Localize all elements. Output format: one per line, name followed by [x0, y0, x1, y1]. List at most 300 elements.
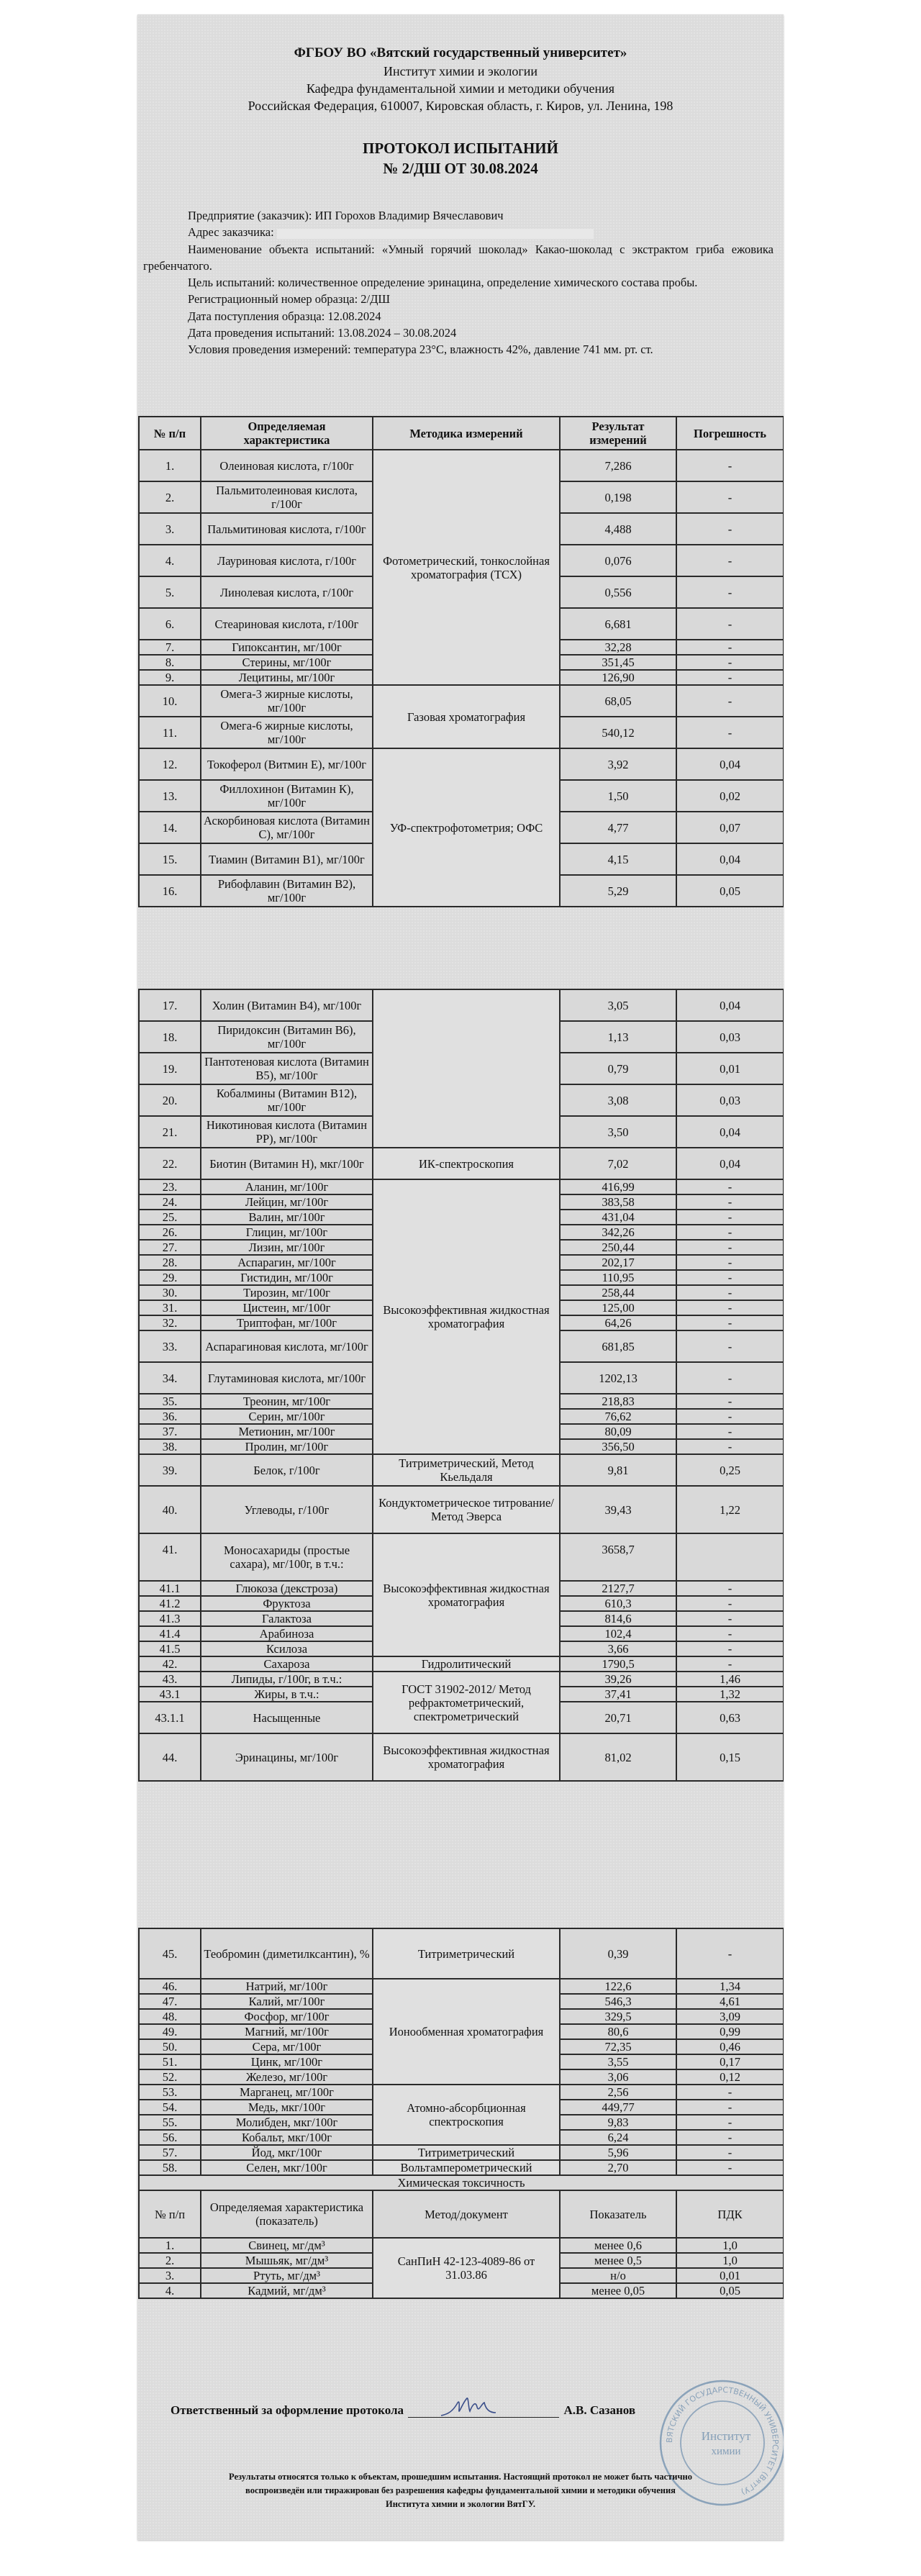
row-num: 24. [139, 1194, 201, 1210]
row-error: - [676, 2160, 784, 2175]
row-characteristic: Ксилоза [201, 1641, 373, 1656]
row-result: 356,50 [560, 1439, 676, 1454]
row-num: 9. [139, 670, 201, 685]
row-characteristic: Стеариновая кислота, г/100г [201, 608, 373, 640]
row-error: - [676, 685, 784, 717]
row-result: 64,26 [560, 1315, 676, 1330]
table-row [139, 1928, 784, 1979]
svg-text:ВЯТСКИЙ ГОСУДАРСТВЕННЫЙ УНИВЕР: ВЯТСКИЙ ГОСУДАРСТВЕННЫЙ УНИВЕРСИТЕТ (ВятГУ) [664, 2385, 781, 2497]
row-result: 2,56 [560, 2085, 676, 2100]
method-cell: Высокоэффективная жидкостная хроматография [373, 1533, 560, 1656]
method-cell: ИК-спектроскопия [373, 1148, 560, 1179]
row-result: 80,09 [560, 1424, 676, 1439]
row-num: 56. [139, 2130, 201, 2145]
row-error: - [676, 1330, 784, 1362]
customer-address-label: Адрес заказчика: [188, 225, 274, 240]
organization-address: Российская Федерация, 610007, Кировская область, г. Киров, ул. Ленина, 198 [248, 99, 673, 113]
row-characteristic: Лизин, мг/100г [201, 1240, 373, 1255]
method-cell: Титриметрический, Метод Кьельдаля [373, 1454, 560, 1486]
row-characteristic: Кобальт, мкг/100г [201, 2130, 373, 2145]
row-characteristic: Цистеин, мг/100г [201, 1300, 373, 1315]
toxicity-section-row [139, 2175, 784, 2190]
row-error: - [676, 545, 784, 576]
row-result: 1202,13 [560, 1362, 676, 1394]
row-num: 12. [139, 748, 201, 780]
row-characteristic: Глицин, мг/100г [201, 1225, 373, 1240]
row-error: - [676, 640, 784, 655]
row-result: 3658,7 [560, 1533, 676, 1581]
method-cell: Газовая хроматография [373, 685, 560, 748]
results-table-part-3 [138, 1928, 784, 2299]
row-num: 11. [139, 717, 201, 748]
row-num: 25. [139, 1210, 201, 1225]
row-result: 1,50 [560, 780, 676, 812]
method-cell: Фотометрический, тонкослойная хроматография (ТСХ) [373, 450, 560, 685]
row-num: 39. [139, 1454, 201, 1486]
tox-header-mac: ПДК [676, 2190, 784, 2238]
table-row [139, 450, 784, 481]
row-characteristic: Пальмитиновая кислота, г/100г [201, 513, 373, 545]
row-error: 3,09 [676, 2009, 784, 2024]
row-error: 0,03 [676, 1021, 784, 1053]
toxicity-row [139, 2238, 784, 2253]
signature-label: Ответственный за оформление протокола [171, 2403, 404, 2417]
row-result: 610,3 [560, 1596, 676, 1611]
row-characteristic: Калий, мг/100г [201, 1994, 373, 2009]
row-num: 41.4 [139, 1626, 201, 1641]
row-result: 76,62 [560, 1409, 676, 1424]
row-num: 35. [139, 1394, 201, 1409]
row-result: 0,198 [560, 481, 676, 513]
tox-header-method: Метод/документ [373, 2190, 560, 2238]
row-error: 0,04 [676, 1148, 784, 1179]
header-result: Результат измерений [560, 417, 676, 450]
row-error: 0,99 [676, 2024, 784, 2039]
footer-line-1: Результаты относятся только к объектам, прошедшим испытания. Настоящий протокол не может быть частично [228, 2472, 693, 2482]
protocol-page [137, 14, 784, 2540]
signature-line [408, 2404, 559, 2418]
row-characteristic: Олеиновая кислота, г/100г [201, 450, 373, 481]
tox-mac: 0,01 [676, 2268, 784, 2283]
row-characteristic: Тиамин (Витамин B1), мг/100г [201, 843, 373, 875]
row-result: 37,41 [560, 1687, 676, 1702]
row-characteristic: Фосфор, мг/100г [201, 2009, 373, 2024]
row-num: 17. [139, 989, 201, 1021]
tox-header-characteristic: Определяемая характеристика (показатель) [201, 2190, 373, 2238]
tox-header-value: Показатель [560, 2190, 676, 2238]
row-num: 15. [139, 843, 201, 875]
row-num: 30. [139, 1285, 201, 1300]
row-characteristic: Лецитины, мг/100г [201, 670, 373, 685]
row-characteristic: Аспарагиновая кислота, мг/100г [201, 1330, 373, 1362]
svg-text:Институт: Институт [701, 2429, 751, 2443]
row-num: 33. [139, 1330, 201, 1362]
table-row [139, 1179, 784, 1194]
row-result: 5,29 [560, 875, 676, 907]
row-error: - [676, 717, 784, 748]
row-characteristic: Филлохинон (Витамин К), мг/100г [201, 780, 373, 812]
row-result: 81,02 [560, 1733, 676, 1781]
tox-characteristic: Ртуть, мг/дм³ [201, 2268, 373, 2283]
received-date: Дата поступления образца: 12.08.2024 [188, 309, 381, 323]
table-row [139, 1656, 784, 1672]
row-characteristic: Рибофлавин (Витамин B2), мг/100г [201, 875, 373, 907]
row-num: 20. [139, 1084, 201, 1116]
tox-mac: 0,05 [676, 2283, 784, 2298]
row-error: 1,22 [676, 1486, 784, 1533]
row-result: 80,6 [560, 2024, 676, 2039]
row-characteristic: Пальмитолеиновая кислота, г/100г [201, 481, 373, 513]
row-characteristic: Сахароза [201, 1656, 373, 1672]
row-result: 7,286 [560, 450, 676, 481]
row-error [676, 1533, 784, 1581]
row-error: 4,61 [676, 1994, 784, 2009]
row-result: 6,681 [560, 608, 676, 640]
row-result: 6,24 [560, 2130, 676, 2145]
method-cell: Гидролитический [373, 1656, 560, 1672]
row-num: 23. [139, 1179, 201, 1194]
row-num: 27. [139, 1240, 201, 1255]
row-error: - [676, 1424, 784, 1439]
row-result: 125,00 [560, 1300, 676, 1315]
row-num: 21. [139, 1116, 201, 1148]
row-characteristic: Кобалмины (Витамин B12), мг/100г [201, 1084, 373, 1116]
row-characteristic: Аспарагин, мг/100г [201, 1255, 373, 1270]
tox-characteristic: Кадмий, мг/дм³ [201, 2283, 373, 2298]
row-error: - [676, 1362, 784, 1394]
table-row [139, 685, 784, 717]
row-characteristic: Гипоксантин, мг/100г [201, 640, 373, 655]
row-characteristic: Тирозин, мг/100г [201, 1285, 373, 1300]
row-num: 13. [139, 780, 201, 812]
row-error: - [676, 2130, 784, 2145]
tox-value: менее 0,05 [560, 2283, 676, 2298]
row-result: 110,95 [560, 1270, 676, 1285]
measurement-conditions: Условия проведения измерений: температура 23°С, влажность 42%, давление 741 мм. рт. ст. [188, 343, 653, 357]
row-result: 218,83 [560, 1394, 676, 1409]
document-title: ПРОТОКОЛ ИСПЫТАНИЙ [363, 140, 558, 157]
method-cell: ГОСТ 31902-2012/ Метод рефрактометрический, спектрометрический [373, 1672, 560, 1733]
row-num: 41.3 [139, 1611, 201, 1626]
tox-value: н/о [560, 2268, 676, 2283]
method-cell: Титриметрический [373, 1928, 560, 1979]
method-cell: УФ-спектрофотометрия; ОФС [373, 748, 560, 907]
registration-number: Регистрационный номер образца: 2/ДШ [188, 292, 391, 307]
row-error: 0,03 [676, 1084, 784, 1116]
table-row [139, 2160, 784, 2175]
row-num: 28. [139, 1255, 201, 1270]
row-num: 44. [139, 1733, 201, 1781]
row-characteristic: Никотиновая кислота (Витамин PP), мг/100г [201, 1116, 373, 1148]
row-num: 51. [139, 2054, 201, 2069]
row-characteristic: Липиды, г/100г, в т.ч.: [201, 1672, 373, 1687]
signatory-name: А.В. Сазанов [563, 2403, 636, 2417]
method-cell: Высокоэффективная жидкостная хроматография [373, 1179, 560, 1454]
row-num: 43. [139, 1672, 201, 1687]
row-num: 7. [139, 640, 201, 655]
row-result: 202,17 [560, 1255, 676, 1270]
institute-name: Институт химии и экологии [384, 64, 537, 78]
row-error: - [676, 1928, 784, 1979]
row-characteristic: Селен, мкг/100г [201, 2160, 373, 2175]
row-result: 0,076 [560, 545, 676, 576]
row-characteristic: Глюкоза (декстроза) [201, 1581, 373, 1596]
handwritten-signature-icon [438, 2394, 503, 2420]
row-num: 53. [139, 2085, 201, 2100]
row-error: 0,04 [676, 748, 784, 780]
row-characteristic: Марганец, мг/100г [201, 2085, 373, 2100]
row-num: 29. [139, 1270, 201, 1285]
row-characteristic: Аскорбиновая кислота (Витамин С), мг/100г [201, 812, 373, 843]
row-error: - [676, 1626, 784, 1641]
row-error: 1,32 [676, 1687, 784, 1702]
table-row [139, 1733, 784, 1781]
row-characteristic: Токоферол (Витмин Е), мг/100г [201, 748, 373, 780]
row-num: 40. [139, 1486, 201, 1533]
row-characteristic: Лейцин, мг/100г [201, 1194, 373, 1210]
row-num: 8. [139, 655, 201, 670]
row-num: 18. [139, 1021, 201, 1053]
row-num: 19. [139, 1053, 201, 1084]
row-num: 3. [139, 513, 201, 545]
tox-num: 1. [139, 2238, 201, 2253]
row-error: - [676, 481, 784, 513]
row-num: 4. [139, 545, 201, 576]
row-characteristic: Гистидин, мг/100г [201, 1270, 373, 1285]
row-num: 58. [139, 2160, 201, 2175]
row-characteristic: Метионин, мг/100г [201, 1424, 373, 1439]
row-num: 26. [139, 1225, 201, 1240]
method-cell: Ионообменная хроматография [373, 1979, 560, 2085]
organization-name: ФГБОУ ВО «Вятский государственный университет» [294, 45, 627, 60]
row-result: 2,70 [560, 2160, 676, 2175]
row-result: 3,08 [560, 1084, 676, 1116]
footer-disclaimer [137, 2470, 784, 2511]
tox-value: менее 0,6 [560, 2238, 676, 2253]
row-error: 0,46 [676, 2039, 784, 2054]
row-error: - [676, 608, 784, 640]
row-error: - [676, 1285, 784, 1300]
row-num: 46. [139, 1979, 201, 1994]
row-characteristic: Омега-6 жирные кислоты, мг/100г [201, 717, 373, 748]
row-error: - [676, 1210, 784, 1225]
row-characteristic: Серин, мг/100г [201, 1409, 373, 1424]
row-error: 1,46 [676, 1672, 784, 1687]
row-characteristic: Пролин, мг/100г [201, 1439, 373, 1454]
row-num: 10. [139, 685, 201, 717]
row-error: - [676, 576, 784, 608]
row-num: 31. [139, 1300, 201, 1315]
row-error: - [676, 1656, 784, 1672]
row-error: - [676, 1194, 784, 1210]
row-characteristic: Эринацины, мг/100г [201, 1733, 373, 1781]
row-characteristic: Галактоза [201, 1611, 373, 1626]
tox-method-cell: СанПиН 42-123-4089-86 от 31.03.86 [373, 2238, 560, 2298]
row-num: 22. [139, 1148, 201, 1179]
row-result: 351,45 [560, 655, 676, 670]
row-characteristic: Холин (Витамин B4), мг/100г [201, 989, 373, 1021]
method-cell: Атомно-абсорбционная спектроскопия [373, 2085, 560, 2145]
method-cell: Кондуктометрическое титрование/Метод Эверса [373, 1486, 560, 1533]
tox-num: 2. [139, 2253, 201, 2268]
customer-address [143, 224, 773, 240]
row-characteristic: Насыщенные [201, 1702, 373, 1733]
row-result: 258,44 [560, 1285, 676, 1300]
row-num: 1. [139, 450, 201, 481]
row-result: 20,71 [560, 1702, 676, 1733]
row-num: 55. [139, 2115, 201, 2130]
row-result: 416,99 [560, 1179, 676, 1194]
row-error: - [676, 655, 784, 670]
row-error: - [676, 1179, 784, 1194]
table-row [139, 1979, 784, 1994]
row-characteristic: Медь, мкг/100г [201, 2100, 373, 2115]
footer-line-3: Института химии и экологии ВятГУ. [386, 2499, 535, 2509]
test-dates: Дата проведения испытаний: 13.08.2024 – 30.08.2024 [188, 326, 457, 340]
row-result: 5,96 [560, 2145, 676, 2160]
row-characteristic: Молибден, мкг/100г [201, 2115, 373, 2130]
row-error: - [676, 2145, 784, 2160]
row-error: - [676, 1240, 784, 1255]
row-characteristic: Треонин, мг/100г [201, 1394, 373, 1409]
department-name: Кафедра фундаментальной химии и методики обучения [306, 81, 615, 96]
row-result: 3,66 [560, 1641, 676, 1656]
document-number: № 2/ДШ ОТ 30.08.2024 [383, 160, 538, 177]
row-characteristic: Пиридоксин (Витамин B6), мг/100г [201, 1021, 373, 1053]
row-num: 45. [139, 1928, 201, 1979]
table-header-row [139, 417, 784, 450]
row-result: 540,12 [560, 717, 676, 748]
table-row [139, 989, 784, 1021]
row-result: 0,556 [560, 576, 676, 608]
row-num: 47. [139, 1994, 201, 2009]
customer: Предприятие (заказчик): ИП Горохов Владимир Вячеславович [188, 209, 504, 222]
row-result: 3,06 [560, 2069, 676, 2085]
row-num: 36. [139, 1409, 201, 1424]
row-error: - [676, 670, 784, 685]
tox-mac: 1,0 [676, 2238, 784, 2253]
tox-mac: 1,0 [676, 2253, 784, 2268]
row-characteristic: Стерины, мг/100г [201, 655, 373, 670]
row-error: - [676, 1596, 784, 1611]
table-row [139, 1533, 784, 1581]
row-error: 0,04 [676, 1116, 784, 1148]
row-error: - [676, 2100, 784, 2115]
table-row [139, 1672, 784, 1687]
svg-text:химии: химии [711, 2446, 741, 2457]
row-error: 1,34 [676, 1979, 784, 1994]
row-num: 14. [139, 812, 201, 843]
row-result: 39,43 [560, 1486, 676, 1533]
row-error: - [676, 1255, 784, 1270]
row-characteristic: Магний, мг/100г [201, 2024, 373, 2039]
row-characteristic: Углеводы, г/100г [201, 1486, 373, 1533]
row-result: 4,15 [560, 843, 676, 875]
row-num: 41. [139, 1533, 201, 1581]
row-characteristic: Омега-3 жирные кислоты, мг/100г [201, 685, 373, 717]
row-characteristic: Триптофан, мг/100г [201, 1315, 373, 1330]
results-table-part-2 [138, 989, 784, 1782]
row-result: 329,5 [560, 2009, 676, 2024]
row-num: 49. [139, 2024, 201, 2039]
row-result: 2127,7 [560, 1581, 676, 1596]
tox-characteristic: Мышьяк, мг/дм³ [201, 2253, 373, 2268]
row-result: 72,35 [560, 2039, 676, 2054]
header-method: Методика измерений [373, 417, 560, 450]
tox-num: 3. [139, 2268, 201, 2283]
row-error: - [676, 450, 784, 481]
row-num: 42. [139, 1656, 201, 1672]
row-error: 0,25 [676, 1454, 784, 1486]
row-result: 7,02 [560, 1148, 676, 1179]
row-error: 0,04 [676, 989, 784, 1021]
table-row [139, 748, 784, 780]
row-result: 1790,5 [560, 1656, 676, 1672]
row-characteristic: Пантотеновая кислота (Витамин B5), мг/100г [201, 1053, 373, 1084]
signature-block [171, 2403, 635, 2418]
row-result: 449,77 [560, 2100, 676, 2115]
row-error: 0,04 [676, 843, 784, 875]
row-result: 32,28 [560, 640, 676, 655]
row-characteristic: Йод, мкг/100г [201, 2145, 373, 2160]
row-result: 102,4 [560, 1626, 676, 1641]
row-result: 546,3 [560, 1994, 676, 2009]
method-cell: Вольтамперометрический [373, 2160, 560, 2175]
table-row [139, 1148, 784, 1179]
row-characteristic: Аланин, мг/100г [201, 1179, 373, 1194]
toxicity-section-title: Химическая токсичность [139, 2175, 784, 2190]
row-result: 0,39 [560, 1928, 676, 1979]
tox-num: 4. [139, 2283, 201, 2298]
row-characteristic: Железо, мг/100г [201, 2069, 373, 2085]
row-characteristic: Биотин (Витамин H), мкг/100г [201, 1148, 373, 1179]
row-error: 0,17 [676, 2054, 784, 2069]
row-result: 3,55 [560, 2054, 676, 2069]
sample-info [143, 207, 773, 358]
row-num: 32. [139, 1315, 201, 1330]
test-purpose: Цель испытаний: количественное определение эринацина, определение химического состава пробы. [188, 276, 698, 290]
row-result: 342,26 [560, 1225, 676, 1240]
row-error: - [676, 1270, 784, 1285]
tox-value: менее 0,5 [560, 2253, 676, 2268]
toxicity-header-row [139, 2190, 784, 2238]
row-error: 0,63 [676, 1702, 784, 1733]
row-num: 34. [139, 1362, 201, 1394]
row-error: - [676, 2085, 784, 2100]
tox-header-num: № п/п [139, 2190, 201, 2238]
row-result: 4,488 [560, 513, 676, 545]
header-characteristic: Определяемая характеристика [201, 417, 373, 450]
header-error: Погрешность [676, 417, 784, 450]
row-characteristic: Арабиноза [201, 1626, 373, 1641]
row-result: 3,05 [560, 989, 676, 1021]
row-num: 41.1 [139, 1581, 201, 1596]
row-characteristic: Глутаминовая кислота, мг/100г [201, 1362, 373, 1394]
row-result: 126,90 [560, 670, 676, 685]
row-result: 814,6 [560, 1611, 676, 1626]
row-error: - [676, 1641, 784, 1656]
test-object: Наименование объекта испытаний: «Умный горячий шоколад» Какао-шоколад с экстрактом гриба ежовика гребенчатого. [143, 242, 773, 273]
row-error: - [676, 1394, 784, 1409]
table-row [139, 1454, 784, 1486]
row-result: 383,58 [560, 1194, 676, 1210]
row-num: 41.5 [139, 1641, 201, 1656]
row-error: - [676, 1611, 784, 1626]
row-characteristic: Цинк, мг/100г [201, 2054, 373, 2069]
row-num: 43.1 [139, 1687, 201, 1702]
row-result: 1,13 [560, 1021, 676, 1053]
method-cell: Титриметрический [373, 2145, 560, 2160]
